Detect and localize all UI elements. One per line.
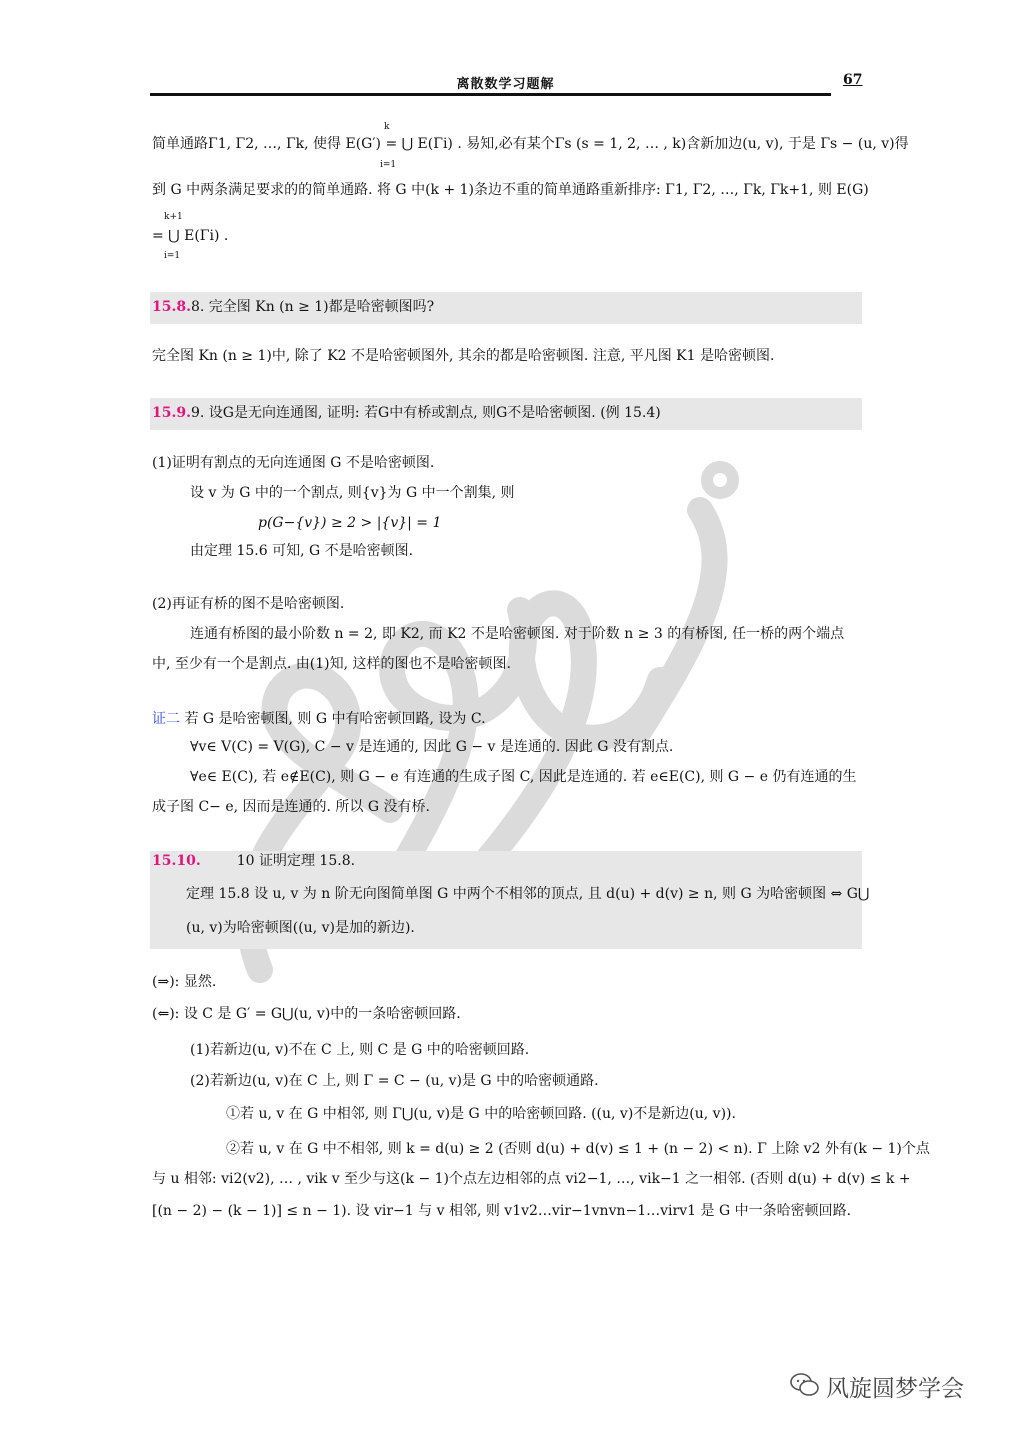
alt-proof-text: 若 G 是哈密顿图, 则 G 中有哈密顿回路, 设为 C. <box>180 711 486 727</box>
proof-part-2-title: (2)再证有桥的图不是哈密顿图. <box>152 596 345 612</box>
union-upper-limit-2: k+1 <box>164 212 183 222</box>
question-number: 15.8. <box>152 299 191 315</box>
intro-line-3: = ⋃ E(Γi) . <box>152 228 229 244</box>
answer-line-7: 与 u 相邻: vi2(v2), … , vik v 至少与这(k − 1)个点左边相邻的点 vi2−1, …, vik−1 之一相邻. (否则 d(u) + d(v) ≤ k + <box>152 1171 911 1187</box>
question-15-8 <box>152 297 434 317</box>
page-number: 67 <box>843 72 863 88</box>
alt-proof-line-3: ∀e∈ E(C), 若 e∉E(C), 则 G − e 有连通的生成子图 C, 因此是连通的. 若 e∈E(C), 则 G − e 仍有连通的生 <box>190 769 857 785</box>
wechat-account-name: 风旋圆梦学会 <box>826 1376 964 1402</box>
intro-line-1: 简单通路Γ1, Γ2, …, Γk, 使得 E(G′) = ⋃ E(Γi) . 易知,必有某个Γs (s = 1, 2, … , k)含新加边(u, v), 于是 Γs − (u, v)得 <box>152 136 909 152</box>
question-number: 15.9. <box>152 405 191 421</box>
theorem-line-2: (u, v)为哈密顿图((u, v)是加的新边). <box>186 920 415 936</box>
theorem-line-1: 定理 15.8 设 u, v 为 n 阶无向图简单图 G 中两个不相邻的顶点, 且 d(u) + d(v) ≥ n, 则 G 为哈密顿图 ⇔ G⋃ <box>186 886 870 902</box>
proof-part-2-line-1: 连通有桥图的最小阶数 n = 2, 即 K2, 而 K2 不是哈密顿图. 对于阶数 n ≥ 3 的有桥图, 任一桥的两个端点 <box>190 626 845 642</box>
union-lower-limit-2: i=1 <box>164 251 181 261</box>
proof-part-2-line-2: 中, 至少有一个是割点. 由(1)知, 这样的图也不是哈密顿图. <box>152 656 511 672</box>
alt-proof-line-1 <box>152 709 486 729</box>
wechat-icon <box>790 1372 820 1398</box>
proof-part-1-title: (1)证明有割点的无向连通图 G 不是哈密顿图. <box>152 455 435 471</box>
running-header-title: 离散数学习题解 <box>456 77 555 92</box>
answer-line-5: ①若 u, v 在 G 中相邻, 则 Γ⋃(u, v)是 G 中的哈密顿回路. ((u, v)不是新边(u, v)). <box>226 1106 736 1122</box>
header-rule <box>150 93 831 96</box>
question-text: 8. 完全图 Kn (n ≥ 1)都是哈密顿图吗? <box>190 299 435 315</box>
answer-line-3: (1)若新边(u, v)不在 C 上, 则 C 是 G 中的哈密顿回路. <box>190 1042 530 1058</box>
alt-proof-line-4: 成子图 C− e, 因而是连通的. 所以 G 没有桥. <box>152 799 430 815</box>
question-text: 10 证明定理 15.8. <box>236 853 356 869</box>
answer-15-8: 完全图 Kn (n ≥ 1)中, 除了 K2 不是哈密顿图外, 其余的都是哈密顿图. 注意, 平凡图 K1 是哈密顿图. <box>152 348 775 364</box>
intro-line-2: 到 G 中两条满足要求的的简单通路. 将 G 中(k + 1)条边不重的简单通路重新排序: Γ1, Γ2, …, Γk, Γk+1, 则 E(G) <box>152 182 869 198</box>
answer-line-2: (⇐): 设 C 是 G′ = G⋃(u, v)中的一条哈密顿回路. <box>152 1006 461 1022</box>
union-lower-limit: i=1 <box>380 160 397 170</box>
answer-line-1: (⇒): 显然. <box>152 974 217 990</box>
answer-line-4: (2)若新边(u, v)在 C 上, 则 Γ = C − (u, v)是 G 中的哈密顿通路. <box>190 1073 599 1089</box>
proof-part-1-line-1: 设 v 为 G 中的一个割点, 则{v}为 G 中一个割集, 则 <box>190 485 515 501</box>
question-15-9 <box>152 403 661 423</box>
proof-part-1-line-3: 由定理 15.6 可知, G 不是哈密顿图. <box>190 543 414 559</box>
union-upper-limit: k <box>384 122 390 132</box>
question-number: 15.10. <box>152 853 201 869</box>
alt-proof-line-2: ∀v∈ V(C) = V(G), C − v 是连通的, 因此 G − v 是连通的. 因此 G 没有割点. <box>190 739 674 755</box>
alt-proof-label: 证二 <box>152 711 180 727</box>
answer-line-6: ②若 u, v 在 G 中不相邻, 则 k = d(u) ≥ 2 (否则 d(u) + d(v) ≤ 1 + (n − 2) < n). Γ 上除 v2 外有(k − 1)个点 <box>226 1141 930 1157</box>
question-15-10 <box>152 851 355 871</box>
proof-formula: p(G−{v}) ≥ 2 > |{v}| = 1 <box>258 515 442 531</box>
question-text: 9. 设G是无向连通图, 证明: 若G中有桥或割点, 则G不是哈密顿图. (例 15.4) <box>190 405 661 421</box>
answer-line-8: [(n − 2) − (k − 1)] ≤ n − 1). 设 vir−1 与 v 相邻, 则 v1v2…vir−1vnvn−1…virv1 是 G 中一条哈密顿回路. <box>152 1203 852 1219</box>
